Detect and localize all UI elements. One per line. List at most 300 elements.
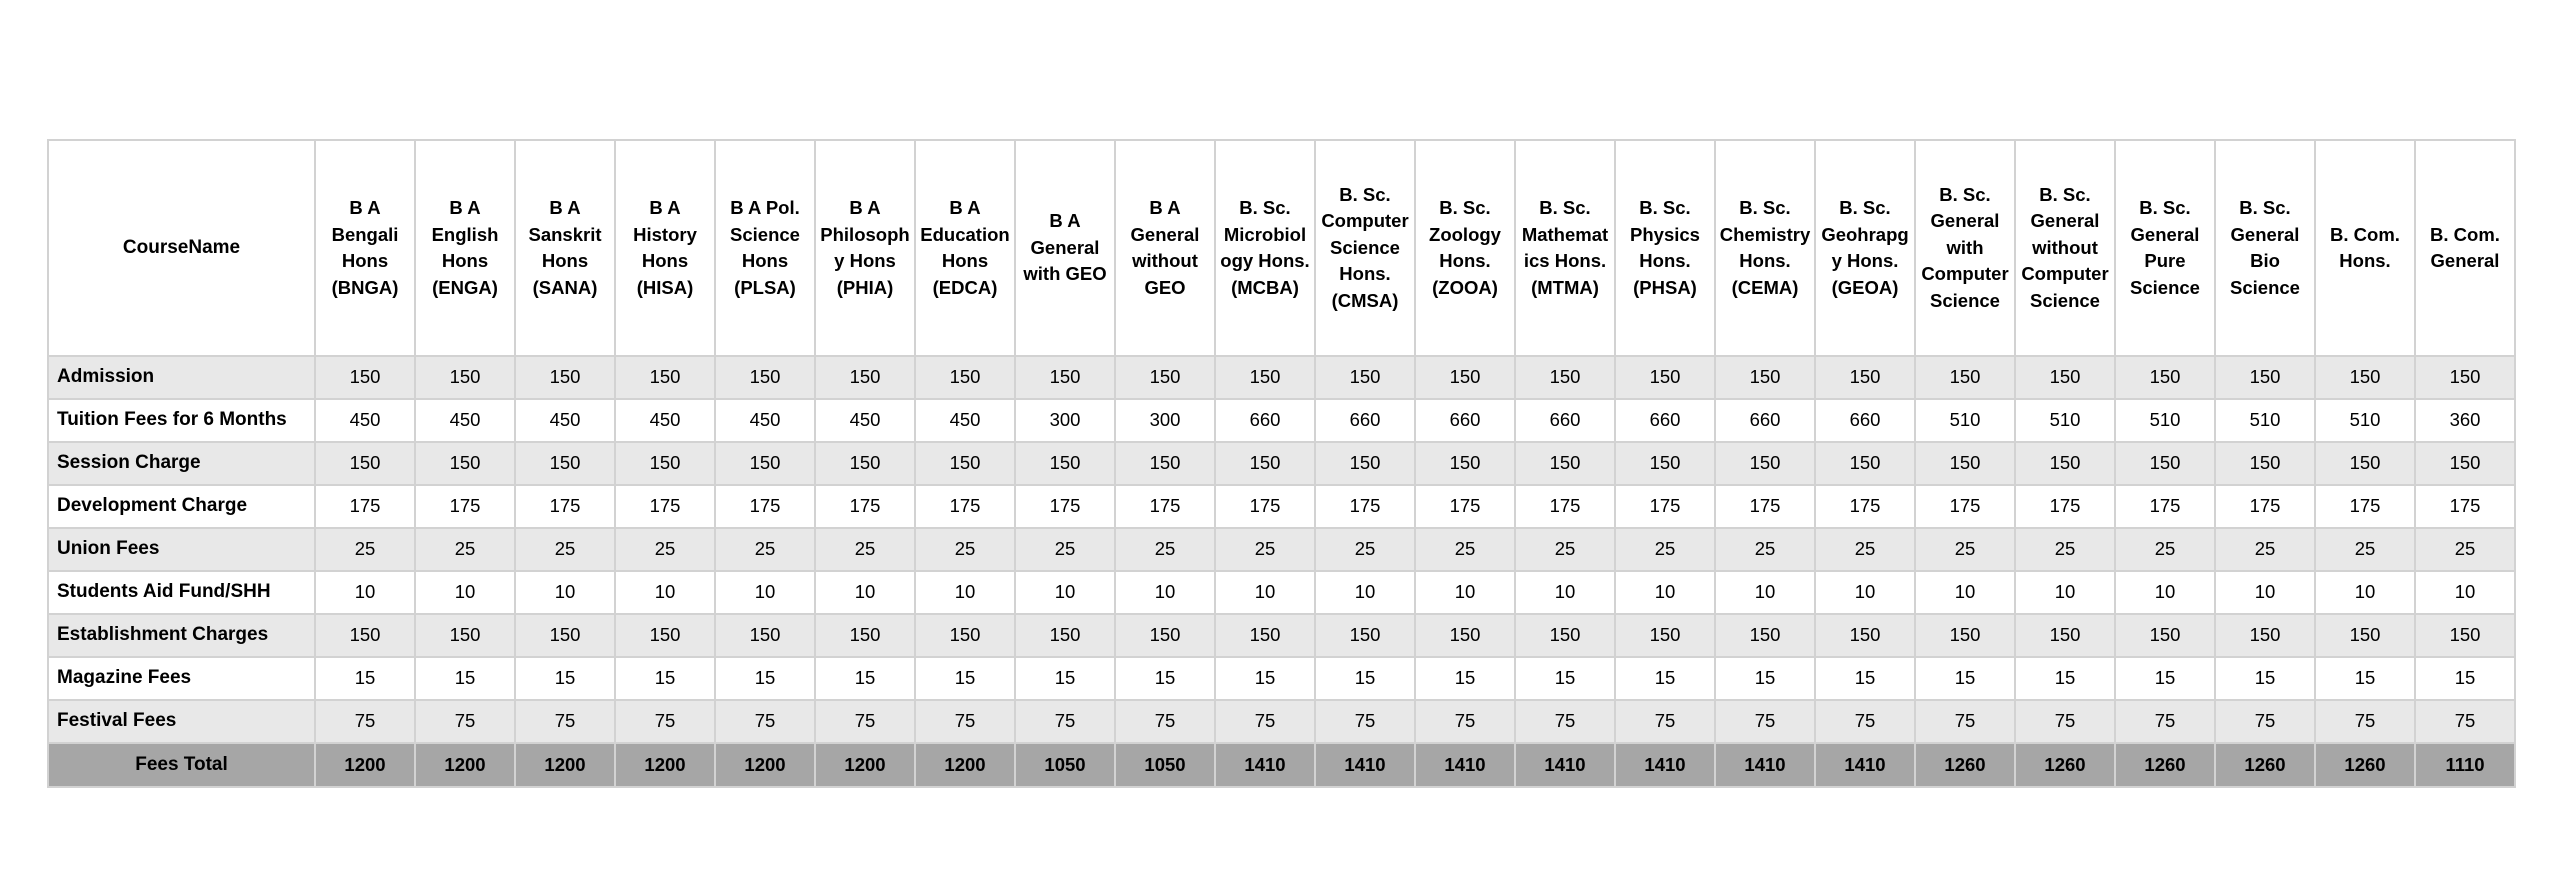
fee-cell: 175 [1915, 485, 2015, 528]
fee-cell: 75 [515, 700, 615, 743]
fee-cell: 175 [615, 485, 715, 528]
fee-cell: 150 [2315, 442, 2415, 485]
fee-cell: 150 [2015, 442, 2115, 485]
fee-cell: 15 [1015, 657, 1115, 700]
fee-cell: 150 [815, 442, 915, 485]
course-header-line: Hons. [2339, 250, 2391, 271]
course-header-line: General [1030, 236, 1100, 258]
row-label: Development Charge [48, 485, 315, 528]
course-header-line: (CMSA) [1331, 289, 1399, 311]
fee-cell: 150 [615, 442, 715, 485]
table-row [48, 399, 2515, 442]
course-name-header: CourseName [48, 140, 315, 356]
course-header-line: B A [1149, 197, 1181, 218]
fee-cell: 25 [315, 528, 415, 571]
table-row [48, 614, 2515, 657]
fee-cell: 25 [2215, 528, 2315, 571]
fee-cell: 25 [1515, 528, 1615, 571]
course-header-line: Science [2130, 276, 2200, 298]
fee-cell: 175 [1515, 485, 1615, 528]
fee-cell: 10 [2215, 571, 2315, 614]
course-header-line: B. Sc. [1439, 197, 1491, 218]
fee-cell: 510 [2115, 399, 2215, 442]
fee-cell: 10 [1915, 571, 2015, 614]
course-header [1315, 140, 1415, 356]
course-header-line: General [2230, 223, 2300, 245]
fees-total-cell: 1260 [2315, 743, 2415, 787]
fee-cell: 15 [1515, 657, 1615, 700]
fees-total-cell: 1410 [1815, 743, 1915, 787]
course-header-line: Hons [641, 250, 689, 271]
course-header [615, 140, 715, 356]
course-header-line: B A [649, 197, 681, 218]
fee-cell: 175 [2115, 485, 2215, 528]
fee-cell: 15 [1115, 657, 1215, 700]
fee-cell: 150 [2415, 356, 2515, 399]
fee-cell: 150 [1415, 442, 1515, 485]
fee-cell: 75 [1415, 700, 1515, 743]
fee-cell: 150 [1515, 442, 1615, 485]
course-header-line: English [431, 223, 499, 245]
fees-total-cell: 1260 [1915, 743, 2015, 787]
course-header [2415, 140, 2515, 356]
fee-cell: 175 [515, 485, 615, 528]
fee-cell: 15 [615, 657, 715, 700]
course-header-line: Bengali [331, 223, 399, 245]
fee-cell: 10 [1115, 571, 1215, 614]
course-header-line: Bio [2250, 250, 2280, 271]
fee-cell: 175 [1615, 485, 1715, 528]
fee-cell: 150 [2215, 442, 2315, 485]
fee-cell: 25 [715, 528, 815, 571]
course-header-line: Hons [741, 250, 789, 271]
course-header-line: B A [549, 197, 581, 218]
fee-cell: 75 [815, 700, 915, 743]
row-label: Admission [48, 356, 315, 399]
row-label: Magazine Fees [48, 657, 315, 700]
course-header-line: with GEO [1023, 263, 1107, 285]
fee-cell: 150 [2215, 614, 2315, 657]
fee-cell: 150 [1215, 442, 1315, 485]
fee-cell: 15 [2315, 657, 2415, 700]
fee-cell: 150 [615, 356, 715, 399]
fee-cell: 10 [1315, 571, 1415, 614]
fee-cell: 10 [1215, 571, 1315, 614]
header-row [48, 140, 2515, 356]
fee-cell: 10 [915, 571, 1015, 614]
fee-cell: 15 [1615, 657, 1715, 700]
course-header-line: Computer [1921, 263, 2009, 285]
fee-cell: 10 [2415, 571, 2515, 614]
fee-cell: 150 [1315, 614, 1415, 657]
fee-cell: 300 [1115, 399, 1215, 442]
fee-cell: 150 [1915, 442, 2015, 485]
course-header-line: Hons [441, 250, 489, 271]
fee-cell: 360 [2415, 399, 2515, 442]
course-header-line: Science [730, 223, 800, 245]
course-header-line: Zoology [1429, 223, 1501, 245]
course-header-line: B A [849, 197, 881, 218]
fee-cell: 150 [1115, 614, 1215, 657]
course-header [1015, 140, 1115, 356]
fee-cell: 450 [715, 399, 815, 442]
fee-cell: 15 [1315, 657, 1415, 700]
fees-total-cell: 1260 [2115, 743, 2215, 787]
course-header [2215, 140, 2315, 356]
fee-cell: 150 [1815, 356, 1915, 399]
course-header-line: Hons. [1739, 250, 1791, 271]
course-header-line: B. Com. [2430, 223, 2500, 245]
fee-cell: 150 [1215, 356, 1315, 399]
fee-cell: 25 [515, 528, 615, 571]
course-header [1215, 140, 1315, 356]
fee-cell: 450 [915, 399, 1015, 442]
fee-cell: 25 [2415, 528, 2515, 571]
fee-cell: 10 [2315, 571, 2415, 614]
fee-cell: 10 [1815, 571, 1915, 614]
fee-cell: 75 [315, 700, 415, 743]
course-header-line: B. Sc. [1339, 183, 1391, 205]
fees-total-cell: 1200 [715, 743, 815, 787]
fee-cell: 150 [2115, 356, 2215, 399]
fees-total-cell: 1050 [1015, 743, 1115, 787]
course-header [1415, 140, 1515, 356]
fee-cell: 175 [1115, 485, 1215, 528]
fee-cell: 660 [1315, 399, 1415, 442]
course-header-line: General [2130, 223, 2200, 245]
row-label: Session Charge [48, 442, 315, 485]
fee-cell: 150 [715, 356, 815, 399]
fee-cell: 660 [1515, 399, 1615, 442]
fee-cell: 75 [2315, 700, 2415, 743]
fee-cell: 660 [1615, 399, 1715, 442]
fee-cell: 150 [615, 614, 715, 657]
fee-cell: 75 [415, 700, 515, 743]
course-header-line: B. Sc. [1739, 197, 1791, 218]
fee-cell: 175 [1415, 485, 1515, 528]
fees-total-label: Fees Total [48, 743, 315, 787]
course-header-line: B A [1049, 210, 1081, 232]
fee-cell: 15 [2015, 657, 2115, 700]
fees-total-cell: 1410 [1515, 743, 1615, 787]
fee-cell: 75 [2215, 700, 2315, 743]
fees-total-cell: 1200 [415, 743, 515, 787]
fee-cell: 175 [1715, 485, 1815, 528]
fee-cell: 150 [1015, 442, 1115, 485]
fee-cell: 15 [2215, 657, 2315, 700]
course-header [2015, 140, 2115, 356]
fee-cell: 150 [1015, 614, 1115, 657]
fee-cell: 150 [915, 442, 1015, 485]
course-header-line: (CEMA) [1731, 276, 1799, 298]
fee-cell: 25 [1015, 528, 1115, 571]
course-header [1715, 140, 1815, 356]
fee-cell: 75 [615, 700, 715, 743]
table-row [48, 700, 2515, 743]
fee-cell: 175 [1815, 485, 1915, 528]
fee-cell: 15 [715, 657, 815, 700]
course-header-line: Mathemat [1521, 223, 1609, 245]
course-header-line: Hons [941, 250, 989, 271]
fee-cell: 75 [915, 700, 1015, 743]
fee-cell: 150 [2315, 356, 2415, 399]
fee-cell: 15 [1815, 657, 1915, 700]
fee-cell: 25 [415, 528, 515, 571]
course-header-line: B. Sc. [1639, 197, 1691, 218]
course-header-line: (PHIA) [836, 276, 894, 298]
fee-cell: 25 [1415, 528, 1515, 571]
fee-cell: 75 [2415, 700, 2515, 743]
course-header-line: B. Sc. [2239, 197, 2291, 218]
course-header [315, 140, 415, 356]
course-header-line: Hons [541, 250, 589, 271]
fee-cell: 175 [315, 485, 415, 528]
row-label: Tuition Fees for 6 Months [48, 399, 315, 442]
course-header-line: Education [920, 223, 1010, 245]
fee-cell: 25 [615, 528, 715, 571]
fees-total-cell: 1200 [815, 743, 915, 787]
course-header-line: History [633, 223, 697, 245]
fee-cell: 75 [2015, 700, 2115, 743]
fee-cell: 175 [2215, 485, 2315, 528]
fee-cell: 15 [415, 657, 515, 700]
fee-cell: 15 [1915, 657, 2015, 700]
course-header [1915, 140, 2015, 356]
fees-total-cell: 1410 [1615, 743, 1715, 787]
fee-cell: 150 [715, 614, 815, 657]
row-label: Students Aid Fund/SHH [48, 571, 315, 614]
fee-cell: 10 [1615, 571, 1715, 614]
fee-cell: 175 [2015, 485, 2115, 528]
fee-cell: 510 [2215, 399, 2315, 442]
fee-cell: 150 [1415, 356, 1515, 399]
table-row [48, 442, 2515, 485]
fees-total-cell: 1200 [315, 743, 415, 787]
fee-cell: 25 [1915, 528, 2015, 571]
course-header-line: B. Sc. [2139, 197, 2191, 218]
fee-cell: 150 [2015, 614, 2115, 657]
fee-cell: 25 [1815, 528, 1915, 571]
course-header-line: (SANA) [532, 276, 598, 298]
fee-cell: 510 [2315, 399, 2415, 442]
fees-total-cell: 1050 [1115, 743, 1215, 787]
course-header [915, 140, 1015, 356]
fee-cell: 10 [315, 571, 415, 614]
fee-cell: 175 [1315, 485, 1415, 528]
fee-cell: 10 [1015, 571, 1115, 614]
table-row [48, 571, 2515, 614]
course-header-line: B. Sc. [2039, 183, 2091, 205]
fee-cell: 25 [1715, 528, 1815, 571]
table-row [48, 657, 2515, 700]
fee-cell: 75 [1315, 700, 1415, 743]
fee-cell: 150 [2415, 614, 2515, 657]
fee-cell: 75 [2115, 700, 2215, 743]
fee-cell: 175 [915, 485, 1015, 528]
fees-total-cell: 1260 [2215, 743, 2315, 787]
fee-cell: 175 [715, 485, 815, 528]
fee-cell: 450 [815, 399, 915, 442]
fee-cell: 150 [515, 442, 615, 485]
course-header-line: Computer [1321, 210, 1409, 232]
fee-cell: 150 [1115, 356, 1215, 399]
row-label: Union Fees [48, 528, 315, 571]
fee-cell: 150 [515, 356, 615, 399]
fee-cell: 75 [1715, 700, 1815, 743]
fee-cell: 25 [815, 528, 915, 571]
course-header [1815, 140, 1915, 356]
fee-cell: 75 [1615, 700, 1715, 743]
course-header-line: General [2430, 250, 2500, 271]
row-label: Festival Fees [48, 700, 315, 743]
fee-cell: 150 [1615, 614, 1715, 657]
course-header [715, 140, 815, 356]
fee-cell: 660 [1815, 399, 1915, 442]
fee-cell: 15 [515, 657, 615, 700]
course-header-line: ics Hons. [1523, 250, 1607, 271]
fee-cell: 10 [1715, 571, 1815, 614]
fees-total-cell: 1110 [2415, 743, 2515, 787]
fee-cell: 10 [2015, 571, 2115, 614]
fee-cell: 25 [1215, 528, 1315, 571]
course-header-line: Hons. [1639, 250, 1691, 271]
fee-cell: 25 [1115, 528, 1215, 571]
course-header-line: (EDCA) [932, 276, 998, 298]
fee-cell: 150 [1715, 442, 1815, 485]
course-header [415, 140, 515, 356]
fees-total-cell: 1410 [1315, 743, 1415, 787]
fee-cell: 150 [515, 614, 615, 657]
course-header-line: (PLSA) [734, 276, 796, 298]
fee-cell: 660 [1415, 399, 1515, 442]
course-header-line: Sanskrit [528, 223, 602, 245]
course-header-line: (HISA) [636, 276, 694, 298]
fee-cell: 150 [1715, 356, 1815, 399]
fee-cell: 150 [1815, 442, 1915, 485]
fee-cell: 10 [515, 571, 615, 614]
course-header-line: Science [2230, 276, 2300, 298]
fee-cell: 150 [2315, 614, 2415, 657]
fee-cell: 660 [1715, 399, 1815, 442]
fee-cell: 25 [2315, 528, 2415, 571]
fee-cell: 25 [915, 528, 1015, 571]
fee-cell: 150 [1315, 442, 1415, 485]
fees-total-row [48, 743, 2515, 787]
course-header-line: Hons. [1339, 263, 1391, 285]
course-header-line: with [1946, 236, 1984, 258]
fees-total-cell: 1410 [1415, 743, 1515, 787]
fee-cell: 10 [1515, 571, 1615, 614]
table-row [48, 528, 2515, 571]
course-header-line: Hons. [1439, 250, 1491, 271]
course-header [1615, 140, 1715, 356]
fee-cell: 150 [415, 442, 515, 485]
fee-cell: 75 [1515, 700, 1615, 743]
fee-cell: 15 [2115, 657, 2215, 700]
fee-cell: 15 [1215, 657, 1315, 700]
fee-cell: 150 [815, 356, 915, 399]
course-header-line: General [2030, 210, 2100, 232]
course-header-line: B. Sc. [1939, 183, 1991, 205]
fees-total-cell: 1200 [515, 743, 615, 787]
course-header-line: B A [949, 197, 981, 218]
fee-cell: 150 [2415, 442, 2515, 485]
fee-cell: 150 [1515, 356, 1615, 399]
course-header-line: (PHSA) [1633, 276, 1697, 298]
fee-cell: 15 [1415, 657, 1515, 700]
fee-cell: 15 [815, 657, 915, 700]
fee-cell: 15 [915, 657, 1015, 700]
fee-cell: 10 [1415, 571, 1515, 614]
fee-cell: 25 [2015, 528, 2115, 571]
fee-cell: 150 [415, 614, 515, 657]
course-header-line: without [1132, 250, 1198, 271]
fee-cell: 450 [515, 399, 615, 442]
course-header-line: B. Com. [2330, 223, 2400, 245]
course-header-line: Philosoph [820, 223, 910, 245]
fee-cell: 10 [2115, 571, 2215, 614]
course-header-line: Pure [2144, 250, 2186, 271]
fee-cell: 25 [1615, 528, 1715, 571]
course-header-line: without [2032, 236, 2098, 258]
course-header-line: Computer [2021, 263, 2109, 285]
course-header-line: (GEOA) [1831, 276, 1899, 298]
fee-cell: 150 [715, 442, 815, 485]
fee-cell: 150 [315, 442, 415, 485]
course-header-line: (ZOOA) [1432, 276, 1498, 298]
fee-cell: 150 [1315, 356, 1415, 399]
fee-cell: 75 [1815, 700, 1915, 743]
course-header-line: B. Sc. [1239, 197, 1291, 218]
course-header-line: B A [349, 197, 381, 218]
fee-cell: 150 [1015, 356, 1115, 399]
course-header-line: B A Pol. [730, 197, 800, 218]
fee-cell: 150 [1615, 442, 1715, 485]
course-header-line: B. Sc. [1539, 197, 1591, 218]
fee-cell: 150 [1415, 614, 1515, 657]
fee-cell: 10 [615, 571, 715, 614]
course-header-line: Geohrapg [1821, 223, 1909, 245]
fee-cell: 150 [1115, 442, 1215, 485]
fee-cell: 175 [815, 485, 915, 528]
fee-cell: 175 [1015, 485, 1115, 528]
course-header-line: Science [1330, 236, 1400, 258]
course-header [1515, 140, 1615, 356]
fee-cell: 510 [1915, 399, 2015, 442]
fee-cell: 150 [1615, 356, 1715, 399]
fee-cell: 150 [2015, 356, 2115, 399]
course-header [815, 140, 915, 356]
fee-cell: 175 [2315, 485, 2415, 528]
course-header-line: B A [449, 197, 481, 218]
course-header-line: GEO [1144, 276, 1186, 298]
fee-cell: 150 [2215, 356, 2315, 399]
table-row [48, 356, 2515, 399]
course-header [1115, 140, 1215, 356]
fee-cell: 300 [1015, 399, 1115, 442]
fee-cell: 150 [1815, 614, 1915, 657]
fee-cell: 175 [415, 485, 515, 528]
course-header [2315, 140, 2415, 356]
row-label: Establishment Charges [48, 614, 315, 657]
course-header-line: General [1930, 210, 2000, 232]
course-header-line: y Hons [834, 250, 896, 271]
course-header-line: (ENGA) [432, 276, 498, 298]
course-header-line: (MCBA) [1231, 276, 1299, 298]
fee-cell: 450 [415, 399, 515, 442]
fee-cell: 25 [2115, 528, 2215, 571]
fee-cell: 150 [1915, 356, 2015, 399]
